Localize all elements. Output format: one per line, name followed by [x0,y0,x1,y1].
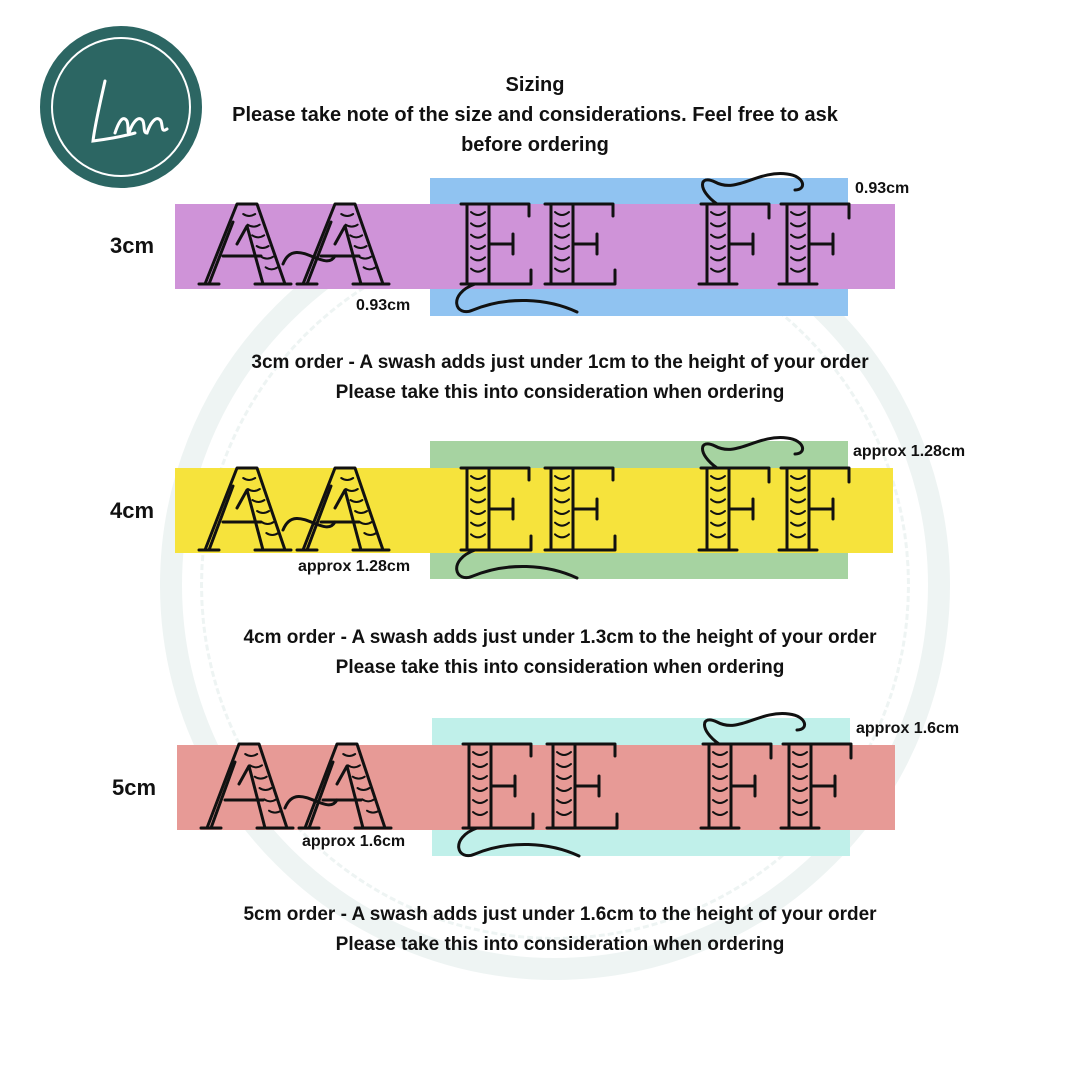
letter-e-swash [457,468,577,578]
a-swash-curl [285,796,337,808]
top-dim-3cm: 0.93cm [855,180,910,197]
header-line-1: Please take note of the size and considerations. Feel free to ask [232,104,838,126]
logo-monogram-icon [43,29,205,191]
letter-f-plain [781,744,851,828]
bottom-dim-5cm: approx 1.6cm [302,833,406,850]
size-label-3cm: 3cm [110,233,155,258]
letter-f-plain [779,204,849,284]
letters-sample-5cm [177,712,897,862]
caption-4cm-line-1: 4cm order - A swash adds just under 1.3cm to the height of your order [243,627,877,648]
size-label-5cm: 5cm [112,775,157,800]
letter-e-swash [457,204,577,312]
letter-a-swash [299,744,391,828]
letter-e-plain [547,744,617,828]
a-swash-curl [283,518,335,530]
letters-sample-4cm [175,436,895,586]
letter-a-swash [297,204,389,284]
letter-e-swash [459,744,579,856]
a-swash-curl [283,252,335,264]
bottom-dim-4cm: approx 1.28cm [298,558,411,575]
caption-3cm-line-2: Please take this into consideration when ordering [335,382,785,403]
letter-a-swash [297,468,389,550]
letter-e-plain [545,468,615,550]
letters-sample-3cm [175,172,895,322]
letter-e-plain [545,204,615,284]
letter-f-plain [779,468,849,550]
header-title: Sizing [505,74,565,96]
letter-a-plain [199,468,291,550]
caption-5cm-line-1: 5cm order - A swash adds just under 1.6cm to the height of your order [243,904,877,925]
top-dim-5cm: approx 1.6cm [856,720,960,737]
size-label-4cm: 4cm [110,498,155,523]
header-line-2: before ordering [461,134,609,156]
caption-3cm-line-1: 3cm order - A swash adds just under 1cm to the height of your order [251,352,869,373]
caption-4cm-line-2: Please take this into consideration when ordering [335,657,785,678]
letter-a-plain [199,204,291,284]
brand-logo [40,26,202,188]
top-dim-4cm: approx 1.28cm [853,443,966,460]
bottom-dim-3cm: 0.93cm [356,297,411,314]
letter-a-plain [201,744,293,828]
caption-5cm-line-2: Please take this into consideration when ordering [335,934,785,955]
